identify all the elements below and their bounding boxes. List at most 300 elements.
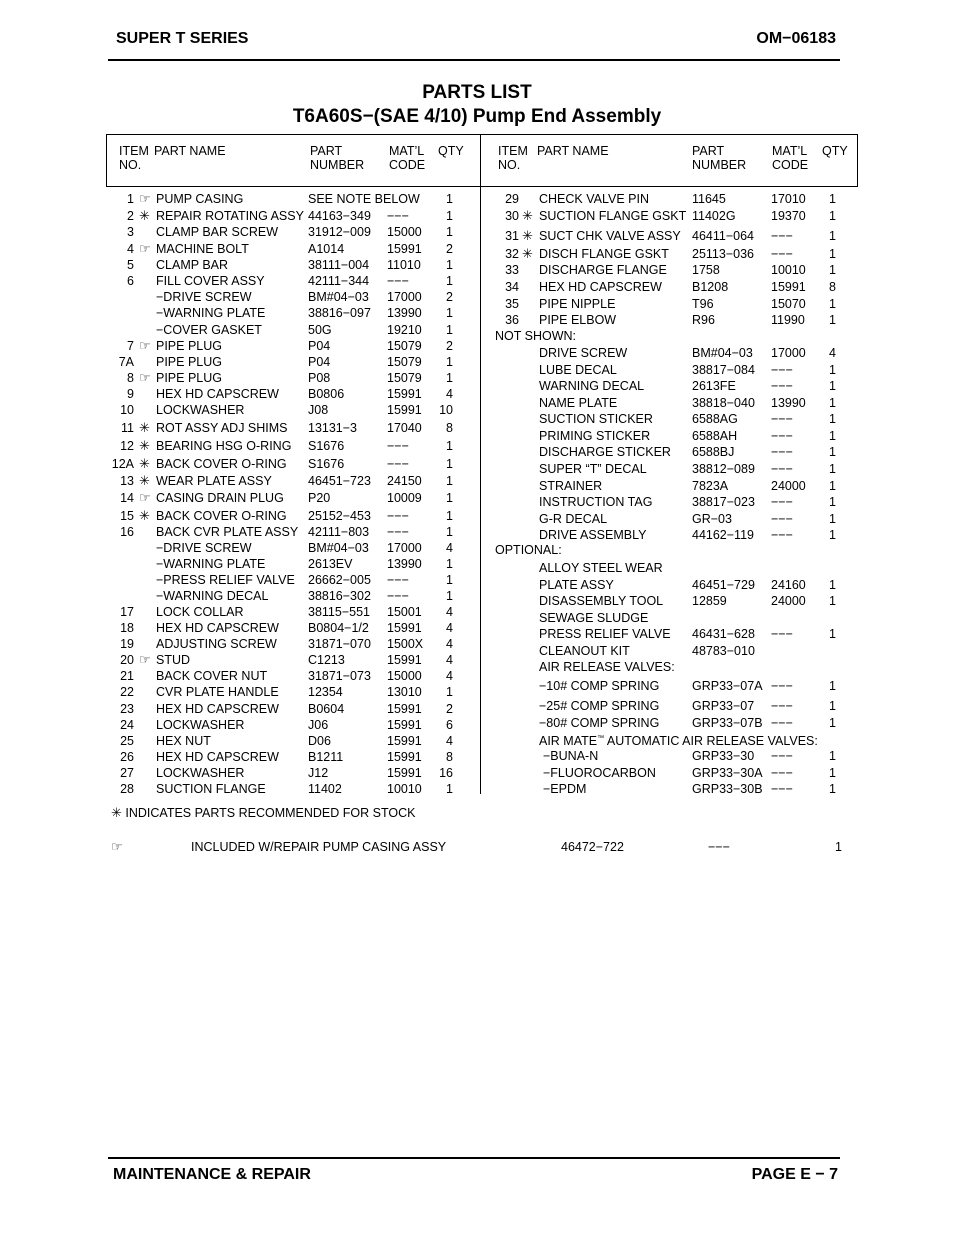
part-number: P04	[308, 339, 331, 353]
part-number: 11645	[692, 192, 726, 206]
material-code: −−−	[771, 749, 793, 763]
item-number: 23	[120, 702, 134, 716]
part-number: 38812−089	[692, 462, 755, 476]
stock-star-icon: ✳	[139, 420, 150, 435]
quantity: 1	[446, 306, 453, 320]
parts-row	[0, 279, 954, 295]
material-code: 15991	[387, 387, 422, 401]
part-name: FILL COVER ASSY	[156, 274, 265, 288]
part-name: HEX HD CAPSCREW	[539, 280, 662, 294]
parts-row	[0, 511, 954, 527]
part-name: PIPE ELBOW	[539, 313, 617, 327]
part-name: HEX NUT	[156, 734, 211, 748]
part-name: LOCKWASHER	[156, 403, 245, 417]
part-number: 38115−551	[308, 605, 370, 619]
part-name: PIPE PLUG	[156, 339, 222, 353]
quantity: 4	[446, 605, 453, 619]
quantity: 1	[829, 594, 836, 608]
material-code: 15000	[387, 225, 422, 239]
part-number: 42111−803	[308, 525, 370, 539]
part-number: 38818−040	[692, 396, 755, 410]
not-shown-heading: NOT SHOWN:	[495, 329, 577, 343]
part-name: −DRIVE SCREW	[156, 541, 252, 555]
part-name: BACK COVER O-RING	[156, 509, 287, 523]
item-number: 26	[120, 750, 134, 764]
material-code: −−−	[387, 589, 409, 603]
part-name: −WARNING DECAL	[156, 589, 269, 603]
quantity: 1	[829, 627, 836, 641]
part-number: 25152−453	[308, 509, 371, 523]
stock-star-icon: ✳	[139, 473, 150, 488]
part-name: PIPE NIPPLE	[539, 297, 616, 311]
footer-rule	[108, 1157, 840, 1159]
part-name: STUD	[156, 653, 191, 667]
header-part-name-left: PART NAME	[154, 144, 226, 158]
part-name: G-R DECAL	[539, 512, 608, 526]
item-number: 8	[127, 371, 134, 385]
quantity: 1	[446, 685, 453, 699]
quantity: 1	[446, 782, 453, 796]
header-qty-right: QTY	[822, 144, 848, 158]
part-number: 6588BJ	[692, 445, 735, 459]
part-name: LOCK COLLAR	[156, 605, 244, 619]
quantity: 1	[829, 429, 836, 443]
part-name: −WARNING PLATE	[156, 557, 266, 571]
part-number: 46411−064	[692, 229, 754, 243]
quantity: 1	[829, 462, 836, 476]
footer-section: MAINTENANCE & REPAIR	[113, 1166, 311, 1183]
parts-row	[0, 678, 954, 694]
stock-star-icon: ✳	[522, 208, 533, 223]
part-number: B0804−1/2	[308, 621, 369, 635]
part-name: MACHINE BOLT	[156, 242, 249, 256]
part-name: AIR RELEASE VALVES:	[539, 660, 675, 674]
stock-star-icon: ✳	[139, 438, 150, 453]
part-name: CLAMP BAR SCREW	[156, 225, 279, 239]
quantity: 1	[446, 509, 453, 523]
item-number: 12	[120, 439, 134, 453]
part-number: 11402	[308, 782, 342, 796]
quantity: 4	[829, 346, 836, 360]
parts-row	[0, 698, 954, 714]
part-name: DISCH FLANGE GSKT	[539, 247, 669, 261]
pointing-hand-icon: ☞	[111, 839, 123, 854]
quantity: 4	[446, 637, 453, 651]
item-number: 17	[120, 605, 134, 619]
material-code: 13990	[387, 306, 422, 320]
material-code: −−−	[771, 716, 793, 730]
material-code: −−−	[771, 512, 793, 526]
item-number: 36	[505, 313, 519, 327]
part-number: 38816−097	[308, 306, 371, 320]
part-number: 26662−005	[308, 573, 371, 587]
material-code: 24150	[387, 474, 422, 488]
part-number: GRP33−07	[692, 699, 755, 713]
part-number: 31912−009	[308, 225, 371, 239]
part-name: −25# COMP SPRING	[539, 699, 660, 713]
material-code: 15991	[387, 242, 422, 256]
part-number: 12354	[308, 685, 343, 699]
part-number: A1014	[308, 242, 345, 256]
material-code: 13990	[771, 396, 806, 410]
quantity: 1	[829, 766, 836, 780]
parts-row	[0, 461, 954, 477]
part-number: BM#04−03	[308, 290, 369, 304]
part-name: NAME PLATE	[539, 396, 618, 410]
part-name: CLAMP BAR	[156, 258, 229, 272]
pointing-hand-icon: ☞	[139, 241, 151, 256]
material-code: −−−	[387, 209, 409, 223]
quantity: 1	[829, 699, 836, 713]
quantity: 1	[829, 749, 836, 763]
item-number: 6	[127, 274, 134, 288]
header-part-name-right: PART NAME	[537, 144, 609, 158]
parts-row	[0, 748, 954, 764]
part-name: DRIVE ASSEMBLY	[539, 528, 647, 542]
part-number: 38817−023	[692, 495, 755, 509]
part-name: LOCKWASHER	[156, 766, 245, 780]
item-number: 11	[121, 421, 134, 435]
quantity: 1	[829, 297, 836, 311]
quantity: 2	[446, 702, 453, 716]
part-number: 11402G	[692, 209, 736, 223]
quantity: 1	[446, 573, 453, 587]
pointing-hand-icon: ☞	[139, 652, 151, 667]
part-name: ALLOY STEEL WEAR	[539, 561, 663, 575]
parts-row	[0, 428, 954, 444]
quantity: 1	[829, 379, 836, 393]
pointing-hand-icon: ☞	[139, 370, 151, 385]
parts-row	[0, 345, 954, 361]
part-number: B1211	[308, 750, 344, 764]
material-code: −−−	[771, 462, 793, 476]
quantity: 1	[829, 263, 836, 277]
quantity: 1	[446, 355, 453, 369]
part-number: S1676	[308, 457, 345, 471]
part-number: BM#04−03	[308, 541, 369, 555]
material-code: −−−	[771, 495, 793, 509]
quantity: 1	[446, 474, 453, 488]
item-number: 4	[127, 242, 134, 256]
part-number: 13131−3	[308, 421, 358, 435]
part-name: LUBE DECAL	[539, 363, 617, 377]
item-number: 33	[505, 263, 519, 277]
part-number: 1758	[692, 263, 720, 277]
quantity: 1	[446, 258, 453, 272]
material-code: 10010	[771, 263, 806, 277]
air-mate-heading: AIR MATE™ AUTOMATIC AIR RELEASE VALVES:	[539, 734, 818, 749]
quantity: 1	[829, 247, 836, 261]
material-code: −−−	[771, 429, 793, 443]
material-code: 15991	[387, 621, 422, 635]
quantity: 8	[446, 750, 453, 764]
material-code: 15000	[387, 669, 422, 683]
item-number: 34	[505, 280, 519, 294]
part-name: REPAIR ROTATING ASSY	[156, 209, 304, 223]
quantity: 4	[446, 621, 453, 635]
quantity: 4	[446, 387, 453, 401]
material-code: −−−	[387, 274, 409, 288]
part-name: PRESS RELIEF VALVE	[539, 627, 671, 641]
material-code: −−−	[771, 528, 793, 542]
item-number: 14	[120, 491, 134, 505]
item-number: 9	[127, 387, 134, 401]
item-number: 7	[127, 339, 134, 353]
quantity: 4	[446, 653, 453, 667]
header-material-right: MAT’L CODE	[772, 144, 809, 172]
item-number: 19	[120, 637, 134, 651]
material-code: 15991	[387, 702, 422, 716]
part-name: WEAR PLATE ASSY	[156, 474, 272, 488]
item-number: 27	[120, 766, 134, 780]
item-number: 1	[127, 192, 134, 206]
parts-row	[0, 765, 954, 781]
part-name: HEX HD CAPSCREW	[156, 387, 279, 401]
part-number: 31871−073	[308, 669, 371, 683]
header-rule	[108, 59, 840, 61]
part-number: 50G	[308, 323, 332, 337]
item-number: 31	[505, 229, 519, 243]
quantity: 1	[829, 229, 836, 243]
part-name: HEX HD CAPSCREW	[156, 750, 279, 764]
part-number: BM#04−03	[692, 346, 753, 360]
part-number: C1213	[308, 653, 345, 667]
stock-star-icon: ✳	[139, 456, 150, 471]
parts-row	[0, 228, 954, 244]
material-code: 15079	[387, 355, 422, 369]
quantity: 1	[829, 192, 836, 206]
parts-row	[0, 208, 954, 224]
quantity: 16	[439, 766, 453, 780]
parts-row	[0, 246, 954, 262]
material-code: 15991	[387, 766, 422, 780]
part-number: GRP33−30A	[692, 766, 763, 780]
parts-row	[0, 610, 954, 626]
header-qty-left: QTY	[438, 144, 464, 158]
part-name: ROT ASSY ADJ SHIMS	[156, 421, 288, 435]
quantity: 1	[446, 323, 453, 337]
part-number: 7823A	[692, 479, 729, 493]
part-name: HEX HD CAPSCREW	[156, 702, 279, 716]
part-name: SUCTION FLANGE GSKT	[539, 209, 687, 223]
optional-heading: OPTIONAL:	[495, 543, 562, 557]
part-name: −FLUOROCARBON	[543, 766, 656, 780]
part-number: 42111−344	[308, 274, 370, 288]
part-name: CASING DRAIN PLUG	[156, 491, 284, 505]
part-name: BACK CVR PLATE ASSY	[156, 525, 299, 539]
stock-star-icon: ✳	[139, 508, 150, 523]
parts-row	[0, 560, 954, 576]
material-code: 17010	[771, 192, 806, 206]
parts-row	[0, 191, 954, 207]
item-number: 30	[505, 209, 519, 223]
material-code: −−−	[771, 445, 793, 459]
item-number: 10	[120, 403, 134, 417]
part-name: −PRESS RELIEF VALVE	[156, 573, 295, 587]
item-number: 13	[120, 474, 134, 488]
part-number: T96	[692, 297, 714, 311]
quantity: 2	[446, 339, 453, 353]
quantity: 1	[829, 495, 836, 509]
item-number: 32	[505, 247, 519, 261]
part-name: −10# COMP SPRING	[539, 679, 660, 693]
part-number: 44162−119	[692, 528, 754, 542]
material-code: 19210	[387, 323, 422, 337]
part-number: SEE NOTE BELOW	[308, 192, 420, 206]
material-code: 15991	[387, 403, 422, 417]
stock-star-icon: ✳	[111, 805, 122, 820]
part-number: GRP33−30B	[692, 782, 763, 796]
quantity: 1	[446, 225, 453, 239]
quantity: 1	[446, 371, 453, 385]
quantity: 1	[446, 274, 453, 288]
part-number: GR−03	[692, 512, 732, 526]
item-number: 28	[120, 782, 134, 796]
part-name: DISCHARGE STICKER	[539, 445, 671, 459]
material-code: 15991	[387, 653, 422, 667]
part-number: B1208	[692, 280, 729, 294]
series-title: SUPER T SERIES	[116, 30, 249, 47]
part-number: J06	[308, 718, 329, 732]
part-name: HEX HD CAPSCREW	[156, 621, 279, 635]
material-code: 15001	[387, 605, 422, 619]
quantity: 1	[446, 457, 453, 471]
quantity: 1	[829, 412, 836, 426]
material-code: −−−	[771, 627, 793, 641]
quantity: 1	[446, 491, 453, 505]
part-number: 6588AH	[692, 429, 738, 443]
part-number: S1676	[308, 439, 345, 453]
item-number: 2	[127, 209, 134, 223]
document-number: OM−06183	[756, 30, 836, 47]
parts-row	[0, 411, 954, 427]
part-number: 12859	[692, 594, 727, 608]
header-item-left: ITEM NO.	[119, 144, 149, 172]
part-number: 46451−723	[308, 474, 371, 488]
part-number: 31871−070	[308, 637, 371, 651]
material-code: −−−	[387, 439, 409, 453]
material-code: −−−	[771, 363, 793, 377]
material-code: −−−	[771, 379, 793, 393]
part-name: INSTRUCTION TAG	[539, 495, 653, 509]
parts-row	[0, 527, 954, 543]
quantity: 4	[446, 734, 453, 748]
pointing-hand-icon: ☞	[139, 191, 151, 206]
material-code: 11990	[771, 313, 805, 327]
part-number: 46451−729	[692, 578, 755, 592]
material-code: 15070	[771, 297, 806, 311]
material-code: 19370	[771, 209, 806, 223]
part-number: D06	[308, 734, 331, 748]
pointing-hand-icon: ☞	[139, 490, 151, 505]
part-name: LOCKWASHER	[156, 718, 245, 732]
part-number: GRP33−07B	[692, 716, 763, 730]
material-code: −−−	[771, 412, 793, 426]
part-name: SUPER “T” DECAL	[539, 462, 647, 476]
quantity: 1	[446, 209, 453, 223]
header-part-number-right: PART NUMBER	[692, 144, 747, 172]
material-code: 10010	[387, 782, 422, 796]
parts-row	[0, 781, 954, 797]
part-number: GRP33−07A	[692, 679, 763, 693]
item-number: 12A	[111, 457, 134, 471]
quantity: 8	[829, 280, 836, 294]
part-name: −WARNING PLATE	[156, 306, 266, 320]
material-code: 17000	[771, 346, 806, 360]
item-number: 18	[120, 621, 134, 635]
material-code: −−−	[771, 766, 793, 780]
footer-page: PAGE E − 7	[751, 1166, 838, 1183]
part-name: −EPDM	[543, 782, 587, 796]
part-number: 46431−628	[692, 627, 755, 641]
material-code: 13990	[387, 557, 422, 571]
material-code: −−−	[771, 247, 793, 261]
quantity: 1	[829, 209, 836, 223]
item-number: 24	[120, 718, 134, 732]
part-number: B0604	[308, 702, 345, 716]
part-name: CLEANOUT KIT	[539, 644, 630, 658]
part-name: DRIVE SCREW	[539, 346, 628, 360]
quantity: 2	[446, 242, 453, 256]
item-number: 22	[120, 685, 134, 699]
material-code: −−−	[387, 525, 409, 539]
part-name: SEWAGE SLUDGE	[539, 611, 649, 625]
part-number: 25113−036	[692, 247, 754, 261]
stock-star-icon: ✳	[522, 246, 533, 261]
parts-row	[0, 577, 954, 593]
quantity: 1	[829, 313, 836, 327]
quantity: 1	[829, 363, 836, 377]
part-name: PIPE PLUG	[156, 355, 222, 369]
parts-row	[0, 626, 954, 642]
part-name: PUMP CASING	[156, 192, 244, 206]
material-code: −−−	[387, 457, 409, 471]
item-number: 35	[505, 297, 519, 311]
quantity: 10	[439, 403, 453, 417]
part-name: ADJUSTING SCREW	[156, 637, 277, 651]
material-code: 17040	[387, 421, 422, 435]
quantity: 4	[446, 669, 453, 683]
quantity: 1	[829, 679, 836, 693]
quantity: 1	[829, 528, 836, 542]
item-number: 16	[120, 525, 134, 539]
material-code: −−−	[771, 699, 793, 713]
part-number: P04	[308, 355, 331, 369]
quantity: 1	[829, 782, 836, 796]
header-material-left: MAT’L CODE	[389, 144, 426, 172]
item-number: 5	[127, 258, 134, 272]
material-code: 1500X	[387, 637, 424, 651]
quantity: 1	[829, 479, 836, 493]
material-code: 17000	[387, 541, 422, 555]
parts-row	[0, 494, 954, 510]
parts-row	[0, 659, 954, 675]
part-name: BEARING HSG O-RING	[156, 439, 292, 453]
part-name: PLATE ASSY	[539, 578, 614, 592]
stock-star-icon: ✳	[139, 208, 150, 223]
material-code: 15991	[771, 280, 806, 294]
quantity: 1	[829, 716, 836, 730]
part-number: J08	[308, 403, 329, 417]
part-number: P08	[308, 371, 331, 385]
part-number: 38816−302	[308, 589, 371, 603]
quantity: 1	[829, 445, 836, 459]
part-number: P20	[308, 491, 331, 505]
parts-row	[0, 643, 954, 659]
material-code: −−−	[771, 229, 793, 243]
header-item-right: ITEM NO.	[498, 144, 528, 172]
quantity: 1	[446, 557, 453, 571]
